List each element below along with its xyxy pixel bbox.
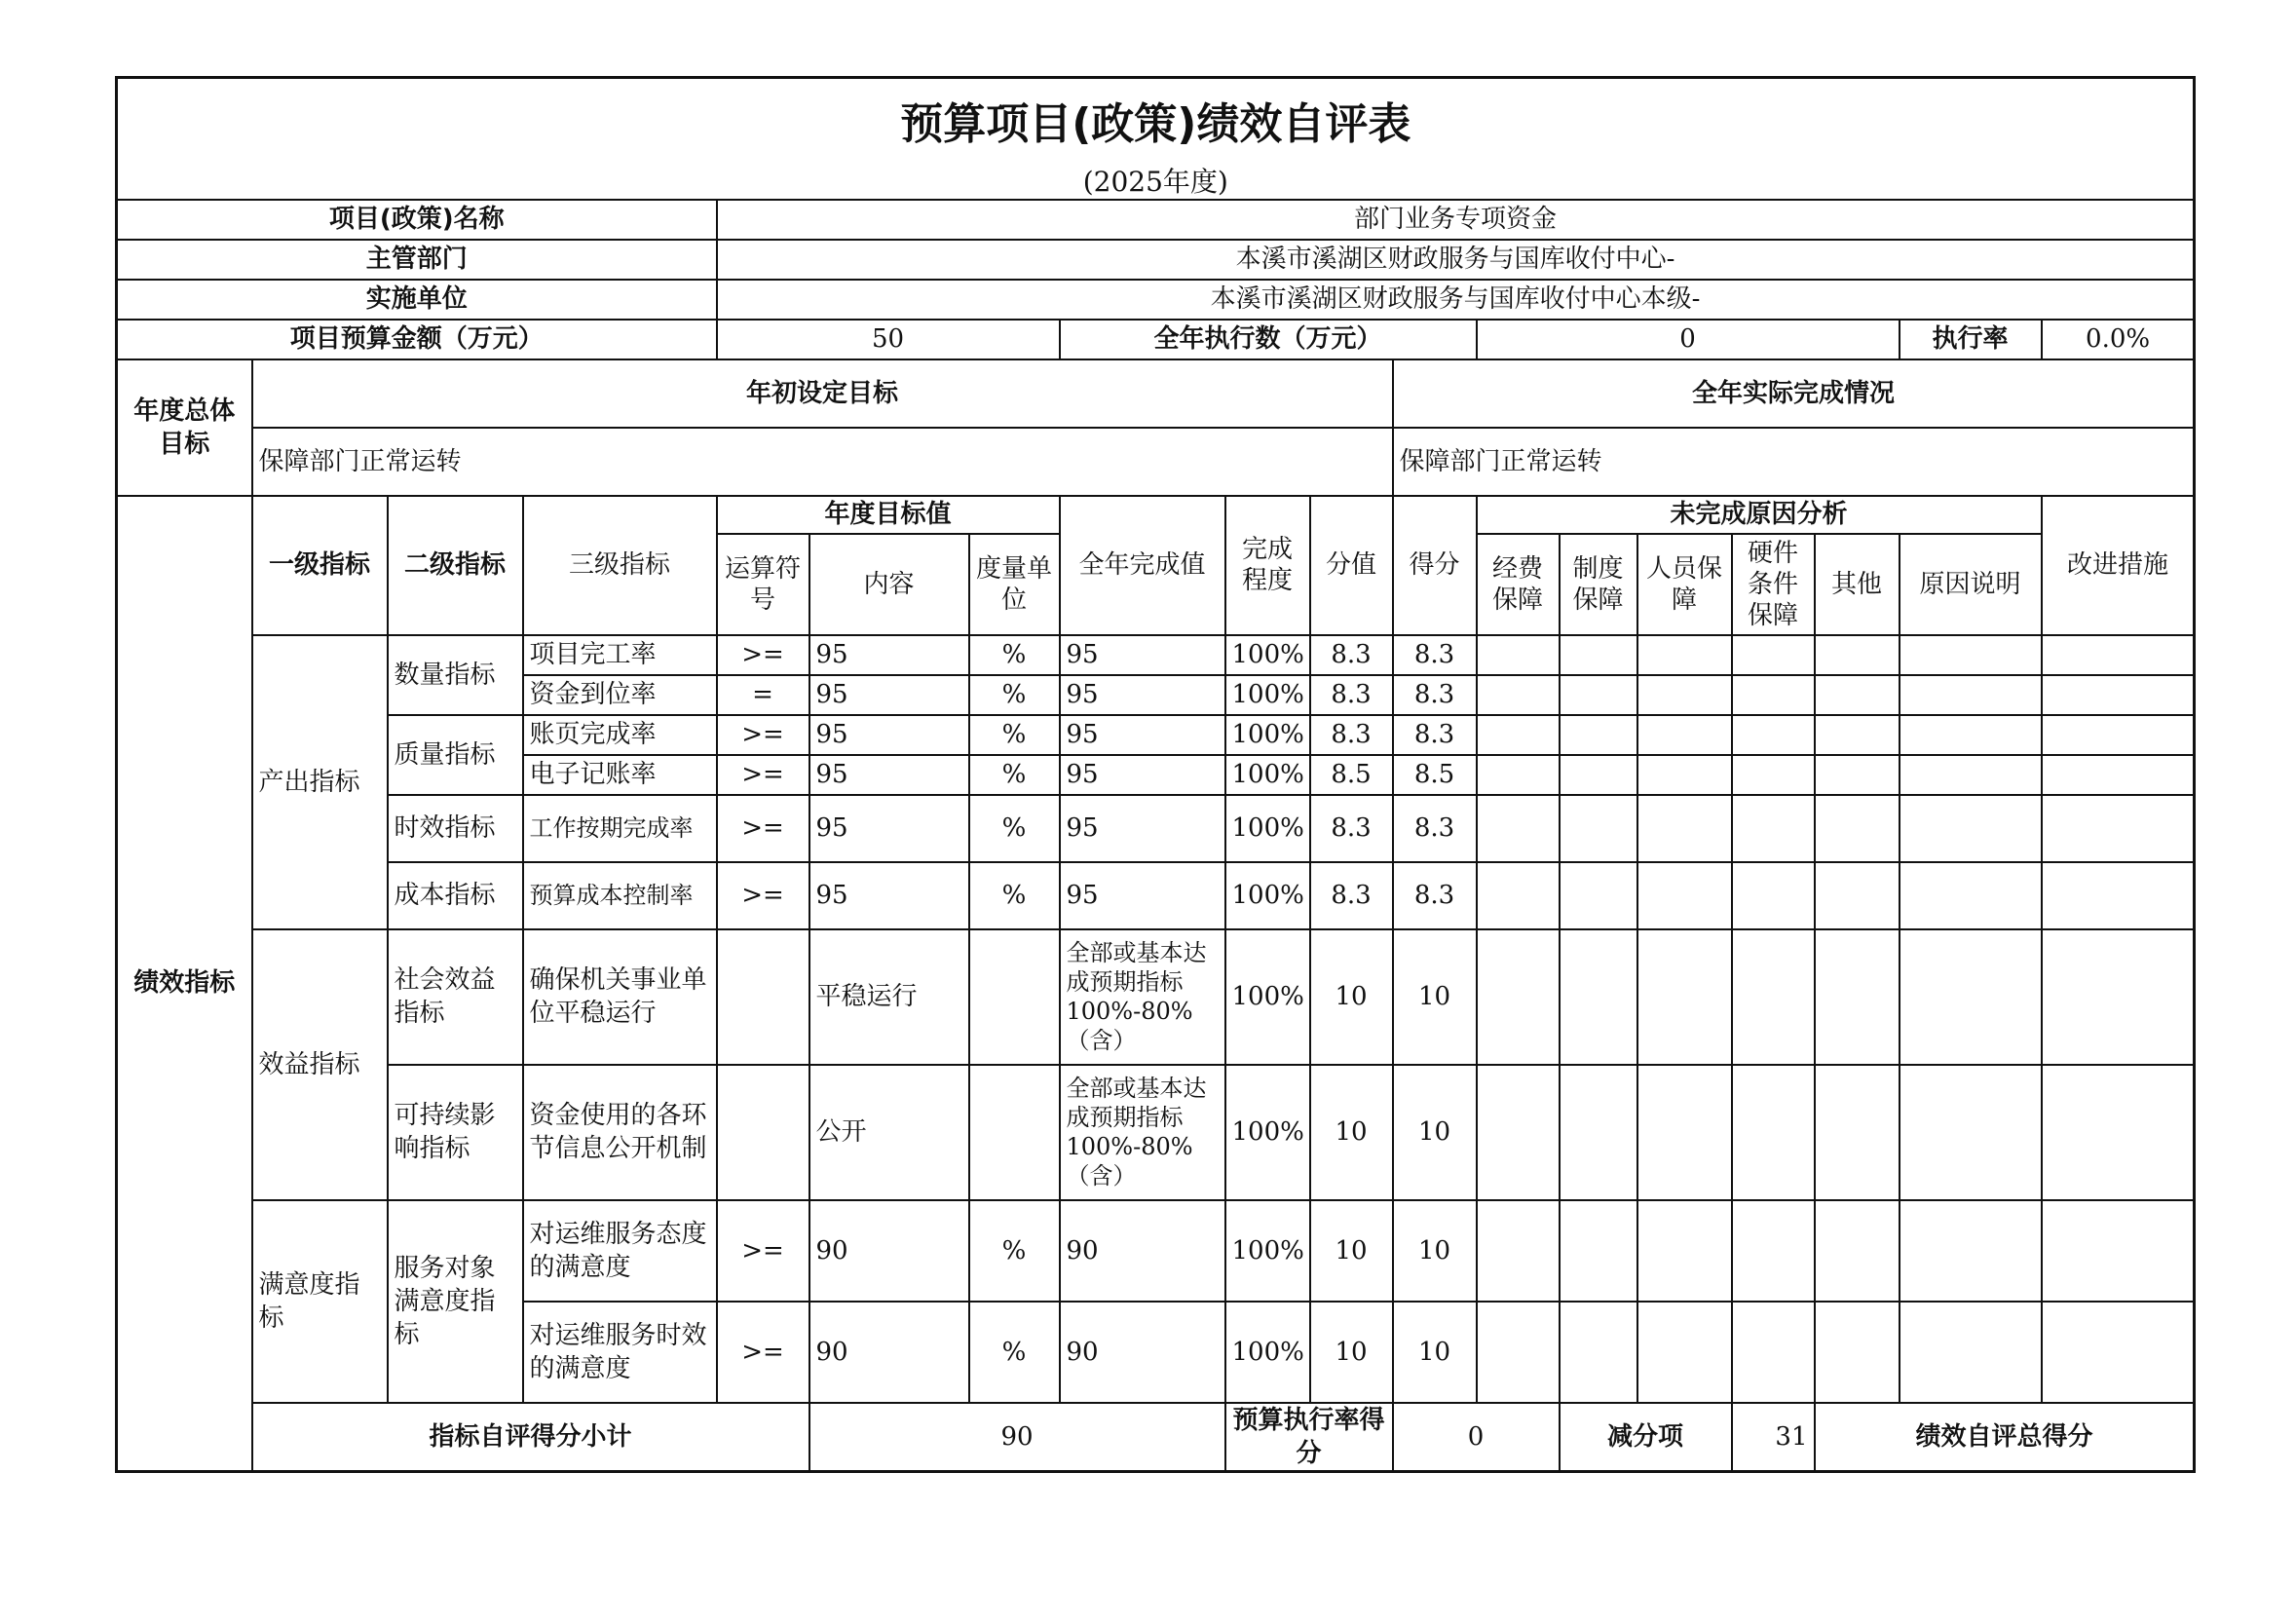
unit-value: 本溪市溪湖区财政服务与国库收付中心本级- [717,280,2195,320]
indicator-got: 8.3 [1393,675,1477,715]
indicator-got: 8.3 [1393,795,1477,862]
group-quantity: 数量指标 [388,635,523,715]
indicator-actual: 全部或基本达成预期指标100%-80%（含） [1060,929,1225,1065]
indicator-name: 对运维服务时效的满意度 [523,1302,717,1403]
goal-actual-text: 保障部门正常运转 [1393,428,2195,496]
perf-indicator-label: 绩效指标 [117,496,252,1472]
indicator-unit: % [969,795,1060,862]
rate-value: 0.0% [2042,320,2195,359]
indicator-degree: 100% [1225,1200,1310,1302]
goal-label: 年度总体目标 [117,359,252,496]
indicator-got: 10 [1393,1302,1477,1403]
header-op: 运算符号 [717,534,809,635]
unit-label: 实施单位 [117,280,717,320]
indicator-actual: 95 [1060,715,1225,755]
indicator-score: 10 [1310,1200,1393,1302]
group-output: 产出指标 [252,635,388,929]
indicator-degree: 100% [1225,929,1310,1065]
indicator-score: 8.3 [1310,862,1393,929]
indicator-content: 90 [809,1200,969,1302]
indicator-content: 公开 [809,1065,969,1200]
header-level1: 一级指标 [252,496,388,635]
indicator-actual: 95 [1060,795,1225,862]
group-cost: 成本指标 [388,862,523,929]
indicator-got: 10 [1393,1200,1477,1302]
indicator-name: 电子记账率 [523,755,717,795]
indicator-got: 10 [1393,929,1477,1065]
indicator-degree: 100% [1225,755,1310,795]
table-row [117,1200,2195,1302]
subtotal-value: 90 [809,1403,1225,1472]
goal-actual-header: 全年实际完成情况 [1393,359,2195,428]
indicator-unit: % [969,1302,1060,1403]
indicator-content: 平稳运行 [809,929,969,1065]
indicator-score: 10 [1310,1302,1393,1403]
indicator-name: 资金使用的各环节信息公开机制 [523,1065,717,1200]
indicator-name: 账页完成率 [523,715,717,755]
header-improve: 改进措施 [2042,496,2195,635]
indicator-score: 8.3 [1310,795,1393,862]
dept-value: 本溪市溪湖区财政服务与国库收付中心- [717,240,2195,280]
header-level3: 三级指标 [523,496,717,635]
indicator-unit: % [969,715,1060,755]
subtotal-label: 指标自评得分小计 [252,1403,809,1472]
indicator-op: >= [717,1302,809,1403]
indicator-actual: 90 [1060,1302,1225,1403]
indicator-op: >= [717,1200,809,1302]
indicator-degree: 100% [1225,795,1310,862]
exec-value: 0 [1477,320,1900,359]
dept-label: 主管部门 [117,240,717,280]
indicator-name: 确保机关事业单位平稳运行 [523,929,717,1065]
group-social: 社会效益指标 [388,929,523,1065]
indicator-content: 95 [809,635,969,675]
header-r-staff: 人员保障 [1637,534,1732,635]
group-timeliness: 时效指标 [388,795,523,862]
form-year: (2025年度) [117,166,2195,200]
group-service: 服务对象满意度指标 [388,1200,523,1403]
indicator-unit [969,929,1060,1065]
header-score: 分值 [1310,496,1393,635]
indicator-score: 8.3 [1310,715,1393,755]
indicator-content: 95 [809,795,969,862]
indicator-got: 8.3 [1393,862,1477,929]
goal-set-header: 年初设定目标 [252,359,1393,428]
indicator-op: >= [717,862,809,929]
deduct-label: 减分项 [1560,1403,1732,1472]
indicator-op: >= [717,635,809,675]
indicator-unit: % [969,862,1060,929]
project-name-value: 部门业务专项资金 [717,200,2195,240]
indicator-name: 资金到位率 [523,675,717,715]
goal-set-text: 保障部门正常运转 [252,428,1393,496]
table-row [117,635,2195,675]
indicator-score: 10 [1310,929,1393,1065]
indicator-op: = [717,675,809,715]
budget-score-label: 预算执行率得分 [1225,1403,1393,1472]
indicator-got: 8.3 [1393,715,1477,755]
indicator-op: >= [717,755,809,795]
table-row [117,715,2195,755]
header-unit: 度量单位 [969,534,1060,635]
summary-row [117,1403,2195,1472]
indicator-actual: 90 [1060,1200,1225,1302]
indicator-unit: % [969,675,1060,715]
indicator-actual: 95 [1060,862,1225,929]
indicator-name: 项目完工率 [523,635,717,675]
budget-label: 项目预算金额（万元） [117,320,717,359]
total-label: 绩效自评总得分 [1815,1403,2195,1472]
header-r-hw: 硬件条件保障 [1732,534,1815,635]
indicator-degree: 100% [1225,635,1310,675]
indicator-got: 8.5 [1393,755,1477,795]
performance-evaluation-table [115,76,2196,1473]
indicator-degree: 100% [1225,1065,1310,1200]
indicator-content: 95 [809,862,969,929]
indicator-content: 95 [809,675,969,715]
indicator-actual: 95 [1060,675,1225,715]
deduct-value: 31 [1732,1403,1815,1472]
table-row [117,795,2195,862]
indicator-name: 工作按期完成率 [523,795,717,862]
indicator-degree: 100% [1225,675,1310,715]
indicator-op: >= [717,715,809,755]
indicator-unit: % [969,755,1060,795]
indicator-unit [969,1065,1060,1200]
header-target: 年度目标值 [717,496,1060,534]
header-actual: 全年完成值 [1060,496,1225,635]
indicator-got: 8.3 [1393,635,1477,675]
indicator-degree: 100% [1225,715,1310,755]
table-row [117,929,2195,1065]
indicator-op [717,1065,809,1200]
indicator-actual: 95 [1060,755,1225,795]
header-got: 得分 [1393,496,1477,635]
header-content: 内容 [809,534,969,635]
group-sustain: 可持续影响指标 [388,1065,523,1200]
indicator-score: 8.5 [1310,755,1393,795]
rate-label: 执行率 [1900,320,2042,359]
indicator-name: 预算成本控制率 [523,862,717,929]
header-r-note: 原因说明 [1900,534,2042,635]
indicator-name: 对运维服务态度的满意度 [523,1200,717,1302]
header-level2: 二级指标 [388,496,523,635]
budget-score-value: 0 [1393,1403,1560,1472]
project-name-label: 项目(政策)名称 [117,200,717,240]
indicator-score: 8.3 [1310,635,1393,675]
table-row [117,862,2195,929]
header-r-system: 制度保障 [1560,534,1637,635]
exec-label: 全年执行数（万元） [1060,320,1477,359]
indicator-content: 95 [809,755,969,795]
header-reason: 未完成原因分析 [1477,496,2042,534]
indicator-degree: 100% [1225,1302,1310,1403]
indicator-op [717,929,809,1065]
indicator-actual: 95 [1060,635,1225,675]
indicator-score: 8.3 [1310,675,1393,715]
form-title: 预算项目(政策)绩效自评表 [117,78,2195,166]
header-r-fund: 经费保障 [1477,534,1560,635]
group-benefit: 效益指标 [252,929,388,1200]
header-degree: 完成程度 [1225,496,1310,635]
group-satisfaction: 满意度指标 [252,1200,388,1403]
indicator-actual: 全部或基本达成预期指标100%-80%（含） [1060,1065,1225,1200]
group-quality: 质量指标 [388,715,523,795]
table-row [117,1065,2195,1200]
indicator-unit: % [969,1200,1060,1302]
budget-value: 50 [717,320,1060,359]
indicator-content: 95 [809,715,969,755]
indicator-op: >= [717,795,809,862]
indicator-content: 90 [809,1302,969,1403]
indicator-score: 10 [1310,1065,1393,1200]
indicator-degree: 100% [1225,862,1310,929]
indicator-unit: % [969,635,1060,675]
indicator-got: 10 [1393,1065,1477,1200]
header-r-other: 其他 [1815,534,1900,635]
